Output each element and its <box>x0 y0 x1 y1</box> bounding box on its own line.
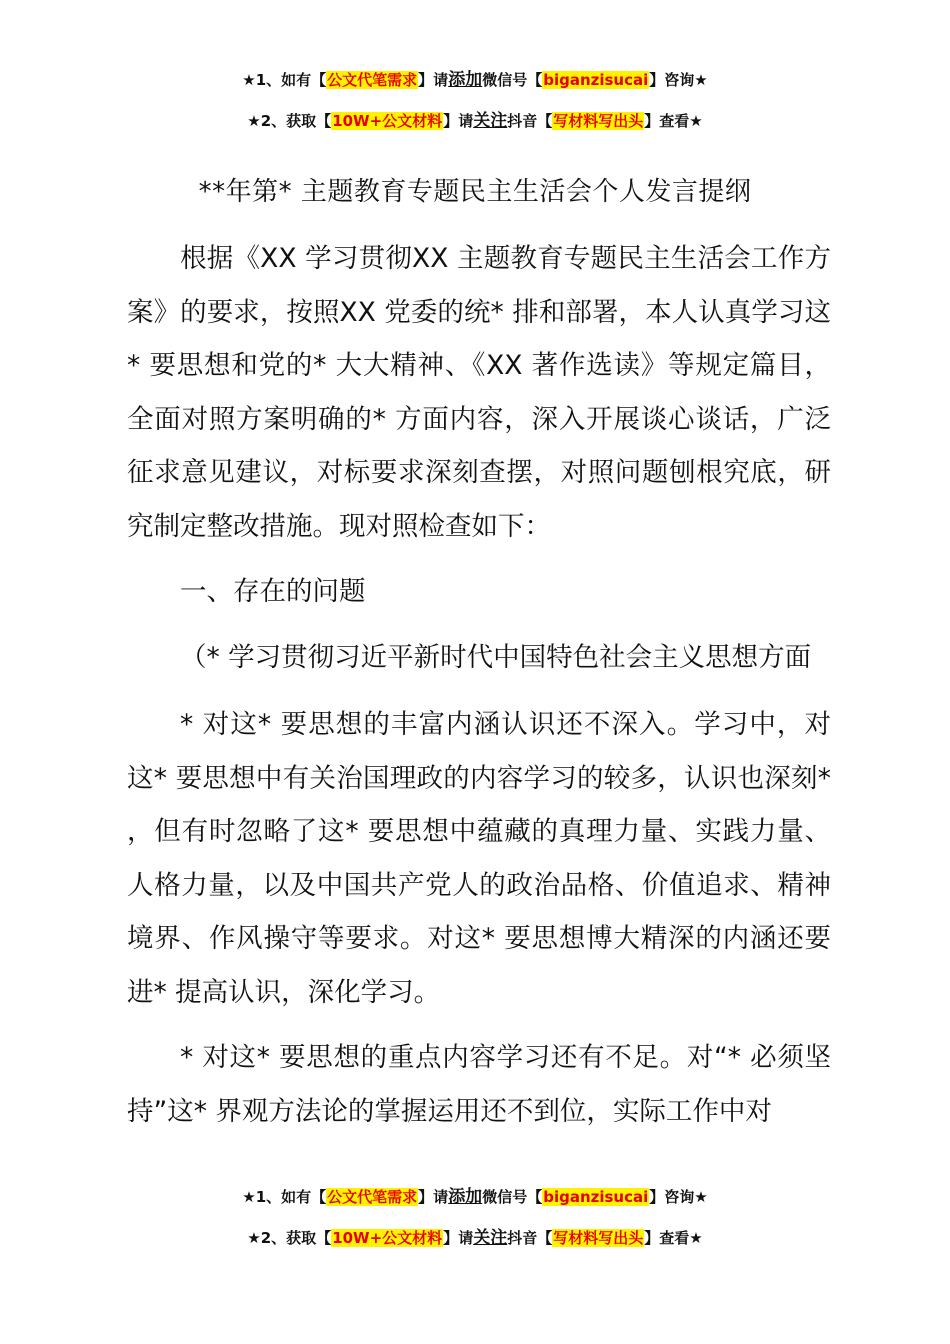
banner-highlight-materials: 10W+公文材料 <box>332 1229 443 1247</box>
banner-prefix: ★1、如有【 <box>242 71 327 89</box>
banner-highlight-materials: 10W+公文材料 <box>332 112 443 130</box>
banner-text: 】请 <box>443 112 474 130</box>
point-1-paragraph: * 对这* 要思想的丰富内涵认识还不深入。学习中，对这* 要思想中有关治国理政的内容学习的较多，认识也深刻* ，但有时忽略了这* 要思想中蕴藏的真理力量、实践力量、人格力量，以及中国共产党人的政治品格、价值追求、精神境界、作风操守等要求。对这* 要思想博大精深的内涵还要进* 提高认识，深化学习。 <box>127 709 831 1008</box>
banner-text: 】请 <box>418 1188 449 1206</box>
banner-emphasis: 关注 <box>473 1228 508 1248</box>
banner-text: 抖音【 <box>507 112 553 130</box>
banner-text: 抖音【 <box>507 1229 553 1247</box>
banner-suffix: 】咨询★ <box>649 71 708 89</box>
banner-suffix: 】查看★ <box>644 1229 703 1247</box>
banner-highlight-douyin: 写材料写出头 <box>553 1229 644 1247</box>
banner-highlight-wechat-id: biganzisucai <box>543 71 649 89</box>
banner-emphasis: 添加 <box>448 70 483 90</box>
subsection-heading: （* 学习贯彻习近平新时代中国特色社会主义思想方面 <box>180 642 812 673</box>
banner-prefix: ★1、如有【 <box>242 1188 327 1206</box>
banner-prefix: ★2、获取【 <box>247 1229 332 1247</box>
banner-prefix: ★2、获取【 <box>247 112 332 130</box>
header-banner-line-1 <box>0 69 950 91</box>
footer-banner-line-1 <box>0 1186 950 1208</box>
banner-text: 】请 <box>418 71 449 89</box>
document-title: **年第* 主题教育专题民主生活会个人发言提纲 <box>198 177 752 207</box>
banner-text: 微信号【 <box>482 1188 543 1206</box>
banner-suffix: 】咨询★ <box>649 1188 708 1206</box>
intro-paragraph: 根据《XX 学习贯彻XX 主题教育专题民主生活会工作方案》的要求，按照XX 党委的统* 排和部署，本人认真学习这* 要思想和党的* 大大精神、《XX 著作选读》等规定篇目，全面对照方案明确的* 方面内容，深入开展谈心谈话，广泛征求意见建议，对标要求深刻查摆，对照问题刨根究底，研究制定整改措施。现对照检查如下： <box>127 243 831 542</box>
point-2-paragraph: * 对这* 要思想的重点内容学习还有不足。对“* 必须坚持”这* 界观方法论的掌握运用还不到位，实际工作中对 <box>127 1042 831 1127</box>
footer-banner-line-2 <box>0 1227 950 1249</box>
banner-highlight-douyin: 写材料写出头 <box>553 112 644 130</box>
header-banner-line-2 <box>0 110 950 132</box>
banner-highlight-service: 公文代笔需求 <box>327 1188 418 1206</box>
banner-text: 微信号【 <box>482 71 543 89</box>
banner-emphasis: 添加 <box>448 1187 483 1207</box>
banner-suffix: 】查看★ <box>644 112 703 130</box>
banner-highlight-service: 公文代笔需求 <box>327 71 418 89</box>
banner-highlight-wechat-id: biganzisucai <box>543 1188 649 1206</box>
section-heading: 一、存在的问题 <box>180 576 366 607</box>
banner-text: 】请 <box>443 1229 474 1247</box>
banner-emphasis: 关注 <box>473 111 508 131</box>
